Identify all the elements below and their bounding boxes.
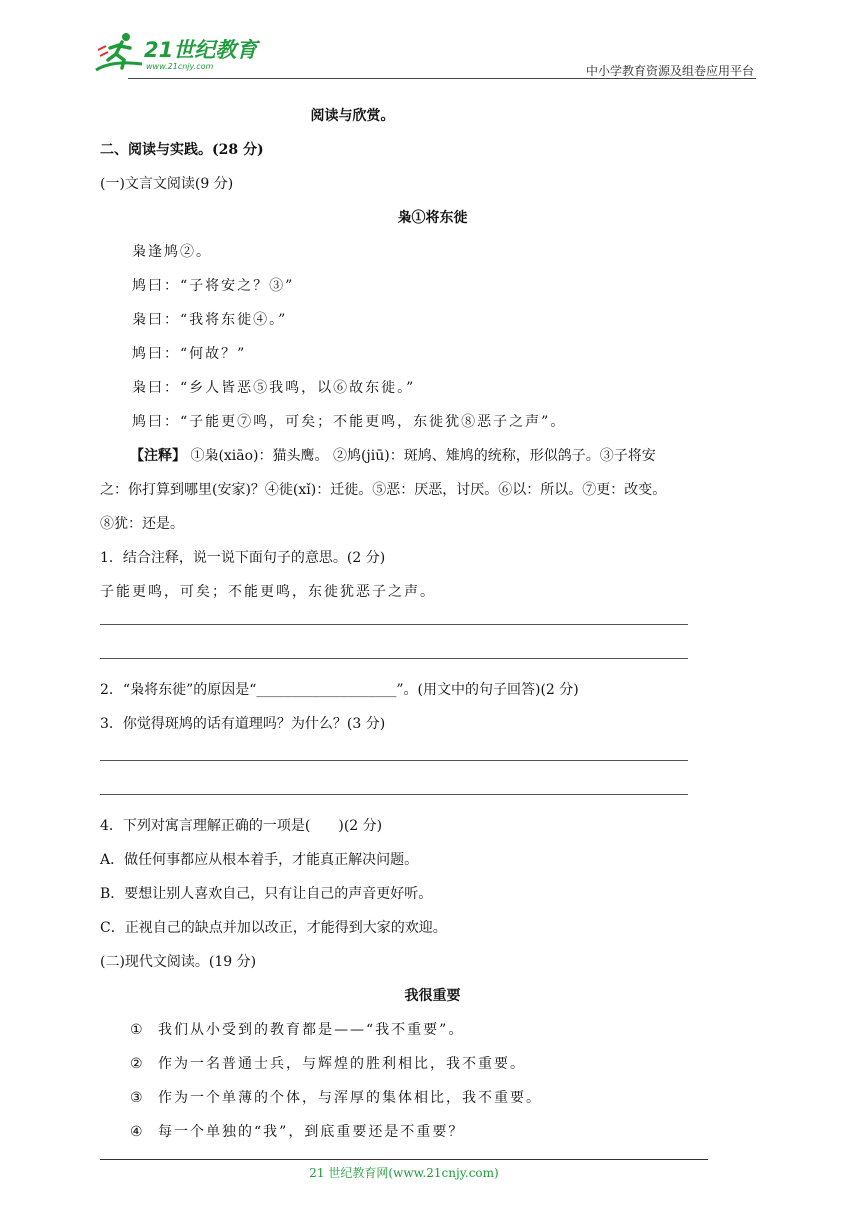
page-footer: 21 世纪教育网(www.21cnjy.com): [309, 1166, 499, 1180]
site-logo: [92, 30, 262, 78]
question-4: 4．下列对寓言理解正确的一项是( )(2 分): [100, 818, 383, 834]
header-divider: [128, 78, 756, 79]
annotation-label: 【注释】: [130, 448, 186, 464]
passage-line: 枭逢鸠②。: [132, 244, 212, 260]
platform-name: 中小学教育资源及组卷应用平台: [585, 64, 754, 78]
passage-line: 鸠曰：“何故？”: [132, 346, 247, 362]
logo-text: 21世纪教育: [144, 38, 258, 62]
answer-line[interactable]: [100, 658, 688, 659]
paragraph-3: [130, 1088, 542, 1108]
question-3: 3．你觉得斑鸠的话有道理吗？为什么？(3 分): [100, 716, 386, 732]
question-2: 2．“枭将东徙”的原因是“____________________”。(用文中的句子回答)(2 分): [100, 682, 579, 698]
option-c: C．正视自己的缺点并加以改正，才能得到大家的欢迎。: [100, 920, 447, 936]
passage-line: 枭曰：“我将东徙④。”: [132, 312, 288, 328]
answer-line[interactable]: [100, 794, 688, 795]
answer-line[interactable]: [100, 760, 688, 761]
paragraph-1: [130, 1020, 464, 1040]
passage-line: 鸠曰：“子将安之？③”: [132, 278, 295, 294]
part-title: 二、阅读与实践。(28 分): [100, 142, 264, 158]
option-b: B．要想让别人喜欢自己，只有让自己的声音更好听。: [100, 886, 433, 902]
passage-title: 我很重要: [404, 988, 461, 1004]
paragraph-number: ③: [130, 1090, 145, 1106]
page-header: [0, 0, 860, 80]
paragraph-text: 作为一名普通士兵，与辉煌的胜利相比，我不重要。: [158, 1056, 526, 1072]
paragraph-text: 作为一个单薄的个体，与浑厚的集体相比，我不重要。: [158, 1090, 542, 1106]
passage-title: 枭①将东徙: [397, 210, 468, 226]
subsection-title: (一)文言文阅读(9 分): [100, 176, 234, 192]
question-1: 1．结合注释，说一说下面句子的意思。(2 分): [100, 550, 386, 566]
answer-line[interactable]: [100, 624, 688, 625]
annotation-text: ①枭(xiāo)：猫头鹰。 ②鸠(jiū)：斑鸠、雉鸠的统称，形似鸽子。③子将安: [186, 448, 656, 464]
paragraph-4: [130, 1122, 464, 1142]
paragraph-2: [130, 1054, 526, 1074]
passage-line: 枭曰：“乡人皆恶⑤我鸣，以⑥故东徙。”: [132, 380, 416, 396]
annotation-line: 之：你打算到哪里(安家)？④徙(xǐ)：迁徙。⑤恶：厌恶，讨厌。⑥以：所以。⑦更：改变。: [100, 482, 667, 498]
logo-url: www.21cnjy.com: [146, 62, 214, 71]
footer-divider: [100, 1159, 708, 1160]
paragraph-text: 每一个单独的“我”，到底重要还是不重要？: [158, 1124, 465, 1140]
question-1-sentence: 子能更鸣，可矣；不能更鸣，东徙犹恶子之声。: [100, 584, 436, 600]
annotation-line: [130, 446, 656, 466]
option-a: A．做任何事都应从根本着手，才能真正解决问题。: [100, 852, 419, 868]
section-heading: 阅读与欣赏。: [310, 108, 395, 124]
paragraph-number: ②: [130, 1056, 145, 1072]
paragraph-text: 我们从小受到的教育都是——“我不重要”。: [158, 1022, 465, 1038]
subsection-title: (二)现代文阅读。(19 分): [100, 954, 257, 970]
annotation-line: ⑧犹：还是。: [100, 516, 184, 532]
passage-line: 鸠曰：“子能更⑦鸣，可矣；不能更鸣，东徙犹⑧恶子之声”。: [132, 414, 567, 430]
runner-logo-icon: [92, 30, 148, 74]
paragraph-number: ④: [130, 1124, 145, 1140]
paragraph-number: ①: [130, 1022, 145, 1038]
